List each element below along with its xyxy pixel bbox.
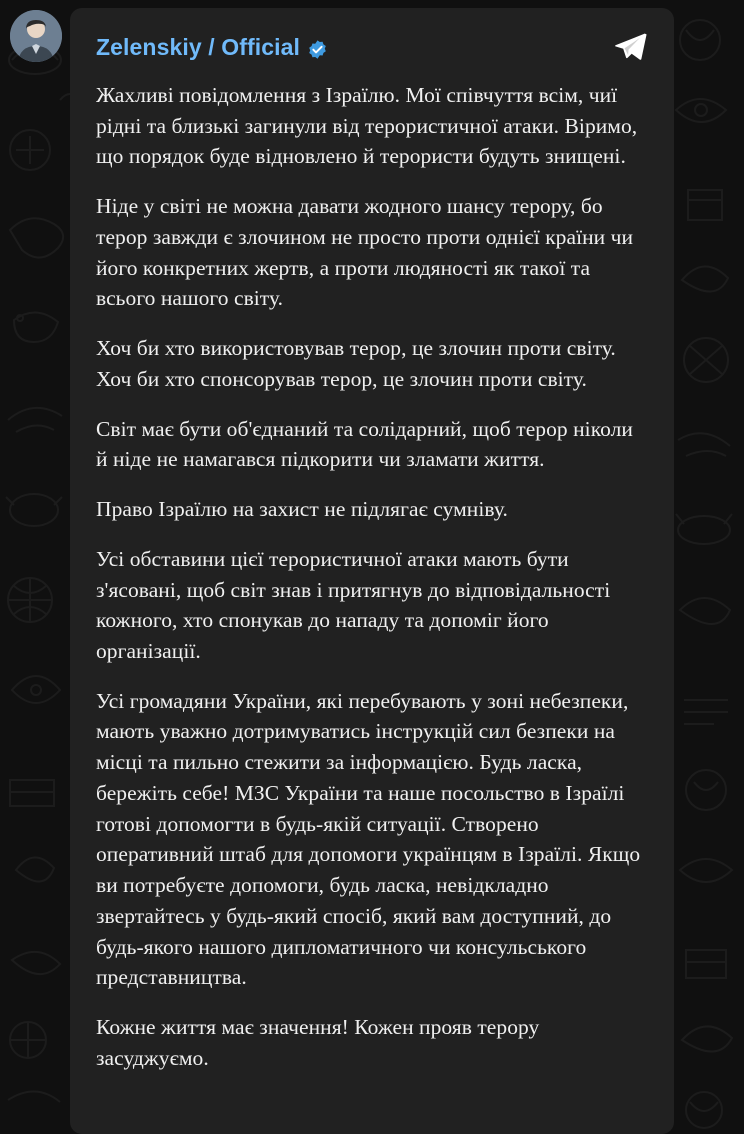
message-bubble[interactable] (70, 8, 674, 1134)
channel-name[interactable]: Zelenskiy / Official (96, 34, 300, 61)
message-paragraph: Хоч би хто використовував терор, це злочин проти світу. Хоч би хто спонсорував терор, це злочин проти світу. (96, 336, 616, 391)
message-paragraph: Право Ізраїлю на захист не підлягає сумніву. (96, 497, 508, 522)
message-header (96, 30, 648, 66)
verified-badge-icon (307, 39, 328, 60)
telegram-forward-icon[interactable] (612, 28, 648, 64)
message-paragraph: Усі громадяни України, які перебувають у зоні небезпеки, мають уважно дотримуватись інструкцій сил безпеки на місці та пильно стежити за інформацією. Будь ласка, бережіть себе! МЗС України та наше посольство в Ізраїлі готові допомогти в будь-якій ситуації. Створено оперативний штаб для допомоги українцям в Ізраїлі. Якщо ви потребуєте допомоги, будь ласка, невідкладно звертайтесь у будь-який спосіб, який вам доступний, до будь-якого нашого дипломатичного чи консульського представництва. (96, 688, 641, 990)
message-paragraph: Усі обставини цієї терористичної атаки мають бути з'ясовані, щоб світ знав і притягнув до відповідальності кожного, хто спонукав до нападу та допоміг його організації. (96, 546, 611, 664)
message-paragraph: Жахливі повідомлення з Ізраїлю. Мої співчуття всім, чиї рідні та близькі загинули від терористичної атаки. Віримо, що порядок буде відновлено й терористи будуть знищені. (96, 83, 638, 169)
message-paragraph: Кожне життя має значення! Кожен прояв терору засуджуємо. (96, 1015, 540, 1070)
avatar[interactable] (10, 10, 62, 62)
message-paragraph: Світ має бути об'єднаний та солідарний, щоб терор ніколи й ніде не намагався підкорити чи зламати життя. (96, 416, 633, 472)
message-text (96, 80, 648, 1074)
message-paragraph: Ніде у світі не можна давати жодного шансу терору, бо терор завжди є злочином не просто проти однієї країни чи його конкретних жертв, а проти людяності як такої та всього нашого світу. (96, 194, 634, 311)
